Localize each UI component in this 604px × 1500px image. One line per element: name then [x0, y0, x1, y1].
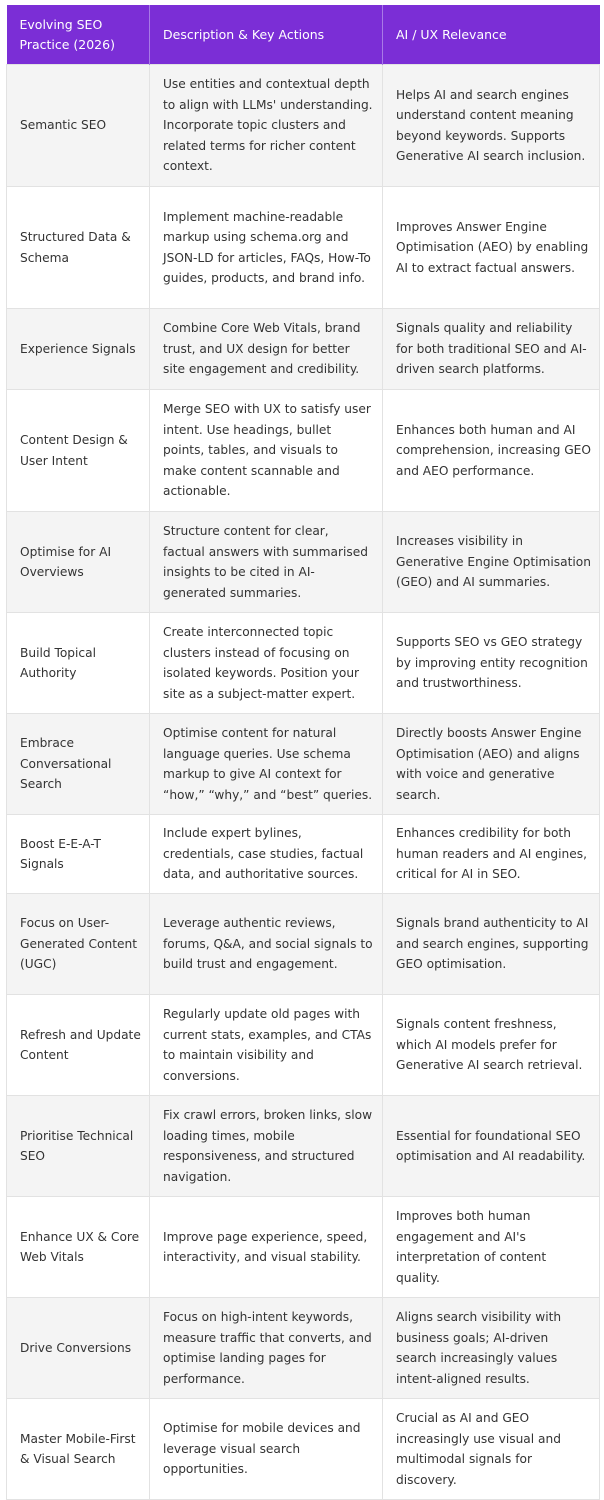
seo-practices-table — [6, 5, 600, 1500]
description-cell: Include expert bylines, credentials, case studies, factual data, and authoritative sources. — [150, 815, 383, 894]
table-row — [7, 390, 600, 512]
relevance-cell: Aligns search visibility with business goals; AI-driven search increasingly values intent-aligned results. — [383, 1298, 600, 1399]
practice-cell: Enhance UX & Core Web Vitals — [7, 1197, 150, 1298]
practice-cell: Prioritise Technical SEO — [7, 1096, 150, 1197]
description-cell: Improve page experience, speed, interactivity, and visual stability. — [150, 1197, 383, 1298]
header-relevance: AI / UX Relevance — [383, 5, 600, 65]
description-cell: Combine Core Web Vitals, brand trust, and UX design for better site engagement and credibility. — [150, 309, 383, 390]
table-header-row — [7, 5, 600, 65]
table-row — [7, 613, 600, 714]
header-description: Description & Key Actions — [150, 5, 383, 65]
relevance-cell: Supports SEO vs GEO strategy by improving entity recognition and trustworthiness. — [383, 613, 600, 714]
practice-cell: Content Design & User Intent — [7, 390, 150, 512]
description-cell: Focus on high-intent keywords, measure traffic that converts, and optimise landing pages for performance. — [150, 1298, 383, 1399]
table-row — [7, 1096, 600, 1197]
description-cell: Fix crawl errors, broken links, slow loading times, mobile responsiveness, and structured navigation. — [150, 1096, 383, 1197]
table-row — [7, 894, 600, 995]
description-cell: Create interconnected topic clusters instead of focusing on isolated keywords. Position your site as a subject-matter expert. — [150, 613, 383, 714]
description-cell: Leverage authentic reviews, forums, Q&A, and social signals to build trust and engagement. — [150, 894, 383, 995]
relevance-cell: Increases visibility in Generative Engine Optimisation (GEO) and AI summaries. — [383, 512, 600, 613]
description-cell: Use entities and contextual depth to align with LLMs' understanding. Incorporate topic clusters and related terms for richer content context. — [150, 65, 383, 187]
description-cell: Optimise content for natural language queries. Use schema markup to give AI context for “how,” “why,” and “best” queries. — [150, 714, 383, 815]
relevance-cell: Crucial as AI and GEO increasingly use visual and multimodal signals for discovery. — [383, 1399, 600, 1500]
table-row — [7, 65, 600, 187]
relevance-cell: Signals content freshness, which AI models prefer for Generative AI search retrieval. — [383, 995, 600, 1096]
description-cell: Optimise for mobile devices and leverage visual search opportunities. — [150, 1399, 383, 1500]
table-row — [7, 995, 600, 1096]
relevance-cell: Directly boosts Answer Engine Optimisation (AEO) and aligns with voice and generative search. — [383, 714, 600, 815]
table-row — [7, 1197, 600, 1298]
practice-cell: Optimise for AI Overviews — [7, 512, 150, 613]
relevance-cell: Enhances both human and AI comprehension, increasing GEO and AEO performance. — [383, 390, 600, 512]
practice-cell: Build Topical Authority — [7, 613, 150, 714]
practice-cell: Boost E-E-A-T Signals — [7, 815, 150, 894]
relevance-cell: Helps AI and search engines understand content meaning beyond keywords. Supports Generative AI search inclusion. — [383, 65, 600, 187]
description-cell: Structure content for clear, factual answers with summarised insights to be cited in AI-generated summaries. — [150, 512, 383, 613]
relevance-cell: Signals brand authenticity to AI and search engines, supporting GEO optimisation. — [383, 894, 600, 995]
relevance-cell: Improves Answer Engine Optimisation (AEO) by enabling AI to extract factual answers. — [383, 187, 600, 309]
relevance-cell: Improves both human engagement and AI's interpretation of content quality. — [383, 1197, 600, 1298]
table-row — [7, 815, 600, 894]
relevance-cell: Signals quality and reliability for both traditional SEO and AI-driven search platforms. — [383, 309, 600, 390]
practice-cell: Semantic SEO — [7, 65, 150, 187]
practice-cell: Embrace Conversational Search — [7, 714, 150, 815]
relevance-cell: Enhances credibility for both human readers and AI engines, critical for AI in SEO. — [383, 815, 600, 894]
description-cell: Implement machine-readable markup using schema.org and JSON-LD for articles, FAQs, How-To guides, products, and brand info. — [150, 187, 383, 309]
table-row — [7, 1399, 600, 1500]
table-body — [7, 65, 600, 1500]
relevance-cell: Essential for foundational SEO optimisation and AI readability. — [383, 1096, 600, 1197]
table-row — [7, 714, 600, 815]
practice-cell: Master Mobile-First & Visual Search — [7, 1399, 150, 1500]
practice-cell: Focus on User-Generated Content (UGC) — [7, 894, 150, 995]
table-row — [7, 309, 600, 390]
practice-cell: Structured Data & Schema — [7, 187, 150, 309]
table-row — [7, 187, 600, 309]
practice-cell: Experience Signals — [7, 309, 150, 390]
practice-cell: Drive Conversions — [7, 1298, 150, 1399]
table-row — [7, 1298, 600, 1399]
description-cell: Merge SEO with UX to satisfy user intent. Use headings, bullet points, tables, and visuals to make content scannable and actionable. — [150, 390, 383, 512]
practice-cell: Refresh and Update Content — [7, 995, 150, 1096]
table-row — [7, 512, 600, 613]
description-cell: Regularly update old pages with current stats, examples, and CTAs to maintain visibility and conversions. — [150, 995, 383, 1096]
header-practice: Evolving SEO Practice (2026) — [7, 5, 150, 65]
